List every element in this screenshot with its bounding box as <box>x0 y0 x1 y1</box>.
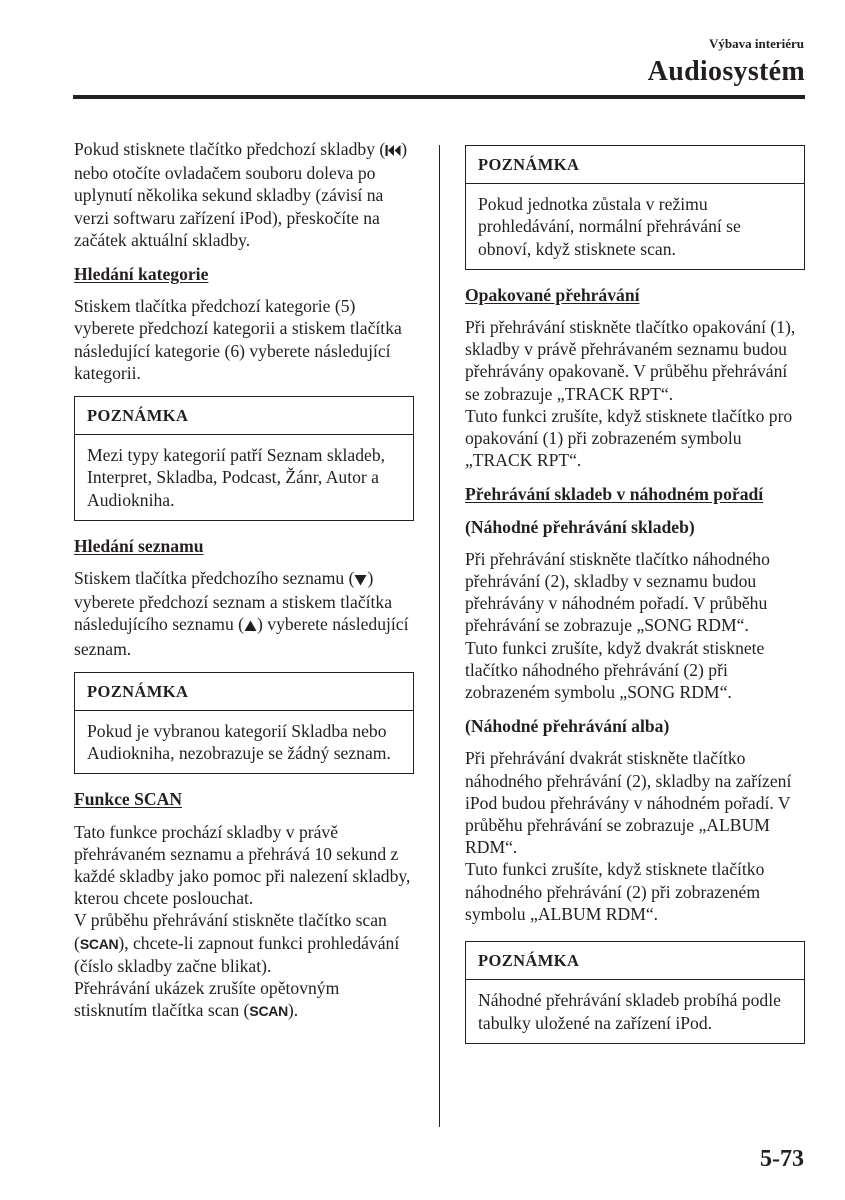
column-divider <box>439 145 440 1127</box>
note-title: POZNÁMKA <box>75 397 413 435</box>
random-songs-text-2: Tuto funkci zrušíte, když dvakrát stisknete tlačítko náhodného přehrávání (2) při zobrazeném symbolu „SONG RDM“. <box>465 637 765 703</box>
page-number: 5-73 <box>760 1146 804 1172</box>
right-column <box>465 138 805 1058</box>
note-title: POZNÁMKA <box>75 673 413 711</box>
note-box-random <box>465 941 805 1044</box>
repeat-text-2: Tuto funkci zrušíte, když stisknete tlačítko pro opakování (1) při zobrazeném symbolu „TRACK RPT“. <box>465 405 793 471</box>
down-triangle-icon <box>354 569 367 591</box>
random-album-text-2: Tuto funkci zrušíte, když stisknete tlačítko náhodného přehrávání (2) při zobrazeném symbolu „ALBUM RDM“. <box>465 859 765 924</box>
scan-button-glyph: SCAN <box>79 935 119 952</box>
note-box-scan <box>465 145 805 270</box>
scan-text-2: V průběhu přehrávání stiskněte tlačítko scan (SCAN), chcete-li zapnout funkci prohledávání (číslo skladby začne blikat). <box>74 910 400 976</box>
header-rule <box>73 95 805 99</box>
note-title: POZNÁMKA <box>466 146 804 184</box>
note-title: POZNÁMKA <box>466 942 804 980</box>
category-search-text: Stiskem tlačítka předchozí kategorie (5) vyberete předchozí kategorii a stiskem tlačítka následující kategorie (6) vyberete následující kategorii. <box>74 296 402 383</box>
note-text: Pokud je vybranou kategorií Skladba nebo Audiokniha, nezobrazuje se žádný seznam. <box>87 721 391 764</box>
note-box-categories <box>74 396 414 521</box>
previous-track-icon <box>385 140 401 162</box>
intro-paragraph: Pokud stisknete tlačítko předchozí skladby ( ) nebo otočíte ovladačem souboru doleva po uplynutí několika sekund skladby (závisí na verzi softwaru zařízení iPod), přeskočíte na začátek aktuální skladby. <box>74 139 408 250</box>
left-column <box>74 138 414 1035</box>
scan-heading: Funkce SCAN <box>74 789 183 810</box>
repeat-heading: Opakované přehrávání <box>465 284 640 305</box>
note-text: Pokud jednotka zůstala v režimu prohledávání, normální přehrávání se obnoví, když stisknete scan. <box>478 194 741 259</box>
random-album-text-1: Při přehrávání dvakrát stiskněte tlačítko náhodného přehrávání (2), skladby na zařízení iPod budou přehrávány v náhodném pořadí. V průběhu přehrávání se zobrazuje „ALBUM RDM“. <box>465 748 792 858</box>
scan-text-3: Přehrávání ukázek zrušíte opětovným stisknutím tlačítka scan (SCAN). <box>74 978 340 1021</box>
category-search-heading: Hledání kategorie <box>74 264 209 285</box>
list-search-heading: Hledání seznamu <box>74 535 204 556</box>
up-triangle-icon <box>244 615 257 637</box>
page-title: Audiosystém <box>647 56 805 87</box>
section-name: Výbava interiéru <box>709 36 804 51</box>
note-box-list <box>74 672 414 775</box>
random-songs-text-1: Při přehrávání stiskněte tlačítko náhodného přehrávání (2), skladby v seznamu budou přehrávány v náhodném pořadí. V průběhu přehrávání se zobrazuje „SONG RDM“. <box>465 548 770 636</box>
scan-text-1: Tato funkce prochází skladby v právě přehrávaném seznamu a přehrává 10 sekund z každé skladby jako pomoc při nalezení skladby, kterou chcete poslouchat. <box>74 821 411 909</box>
random-songs-subheading: (Náhodné přehrávání skladeb) <box>465 516 695 537</box>
list-search-text: Stiskem tlačítka předchozího seznamu ( ) vyberete předchozí seznam a stiskem tlačítka následujícího seznamu ( ) vyberete následující seznam. <box>74 568 409 659</box>
random-album-subheading: (Náhodné přehrávání alba) <box>465 716 670 737</box>
note-text: Mezi typy kategorií patří Seznam skladeb, Interpret, Skladba, Podcast, Žánr, Autor a Audiokniha. <box>87 445 386 510</box>
scan-button-glyph: SCAN <box>249 1003 288 1020</box>
repeat-text-1: Při přehrávání stiskněte tlačítko opakování (1), skladby v právě přehrávaném seznamu budou přehrávány opakovaně. V průběhu přehrávání se zobrazuje „TRACK RPT“. <box>465 317 796 404</box>
random-heading: Přehrávání skladeb v náhodném pořadí <box>465 484 764 505</box>
note-text: Náhodné přehrávání skladeb probíhá podle tabulky uložené na zařízení iPod. <box>478 990 781 1033</box>
